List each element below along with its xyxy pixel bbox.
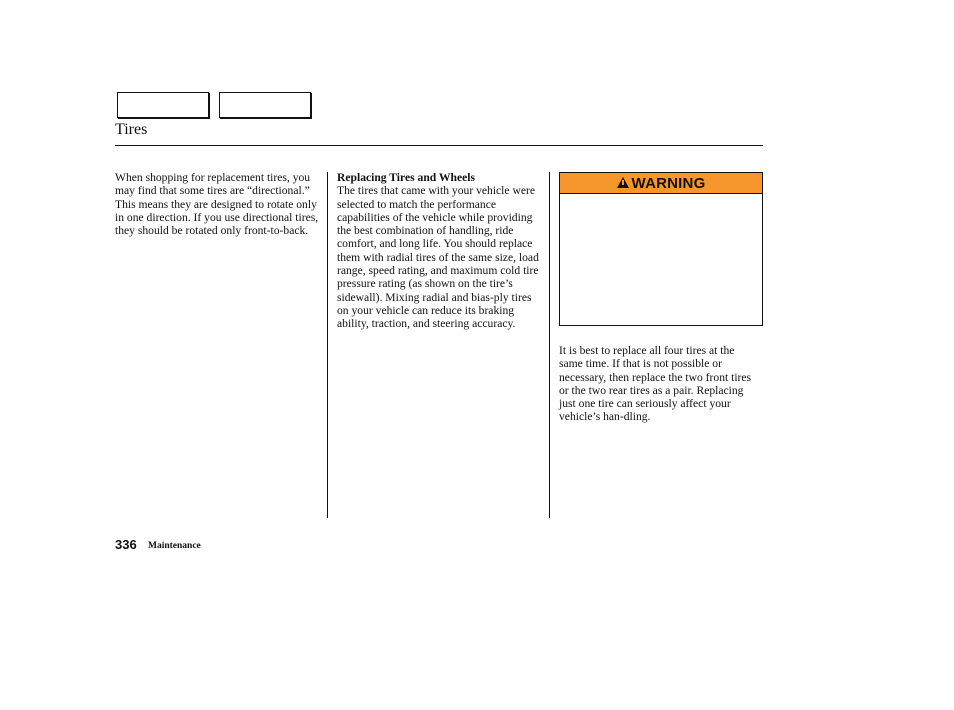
footer-section-name: Maintenance (148, 541, 201, 551)
column-middle (337, 171, 542, 331)
warning-box (559, 172, 763, 326)
column-divider-2 (549, 172, 550, 518)
page-number: 336 (115, 537, 137, 552)
warning-label: WARNING (631, 174, 706, 192)
column-divider-1 (327, 172, 328, 518)
replacing-tires-subheading: Replacing Tires and Wheels (337, 171, 475, 184)
middle-column-text: The tires that came with your vehicle were selected to match the performance capabilities of the vehicle while providing the best combination of handling, ride comfort, and long life. You should replace them with radial tires of the same size, load range, speed rating, and maximum cold tire pressure rating (as shown on the tire’s sidewall). Mixing radial and bias-ply tires on your vehicle can reduce its braking ability, traction, and steering accuracy. (337, 184, 539, 331)
left-column-text: When shopping for replacement tires, you may find that some tires are “directional.” This means they are designed to rotate only in one direction. If you use directional tires, they should be rotated only front-to-back. (115, 171, 319, 238)
warning-header (560, 173, 762, 194)
nav-tab-box-2[interactable] (219, 92, 311, 118)
column-right (559, 344, 759, 424)
nav-tab-box-1[interactable] (117, 92, 209, 118)
page-title: Tires (115, 121, 148, 138)
warning-triangle-icon (617, 177, 629, 188)
right-column-text: It is best to replace all four tires at the same time. If that is not possible or necessary, then replace the two front tires or the two rear tires as a pair. Replacing just one tire can seriously affect your vehicle’s han-dling. (559, 344, 752, 424)
title-divider (115, 145, 763, 146)
column-left (115, 171, 320, 237)
